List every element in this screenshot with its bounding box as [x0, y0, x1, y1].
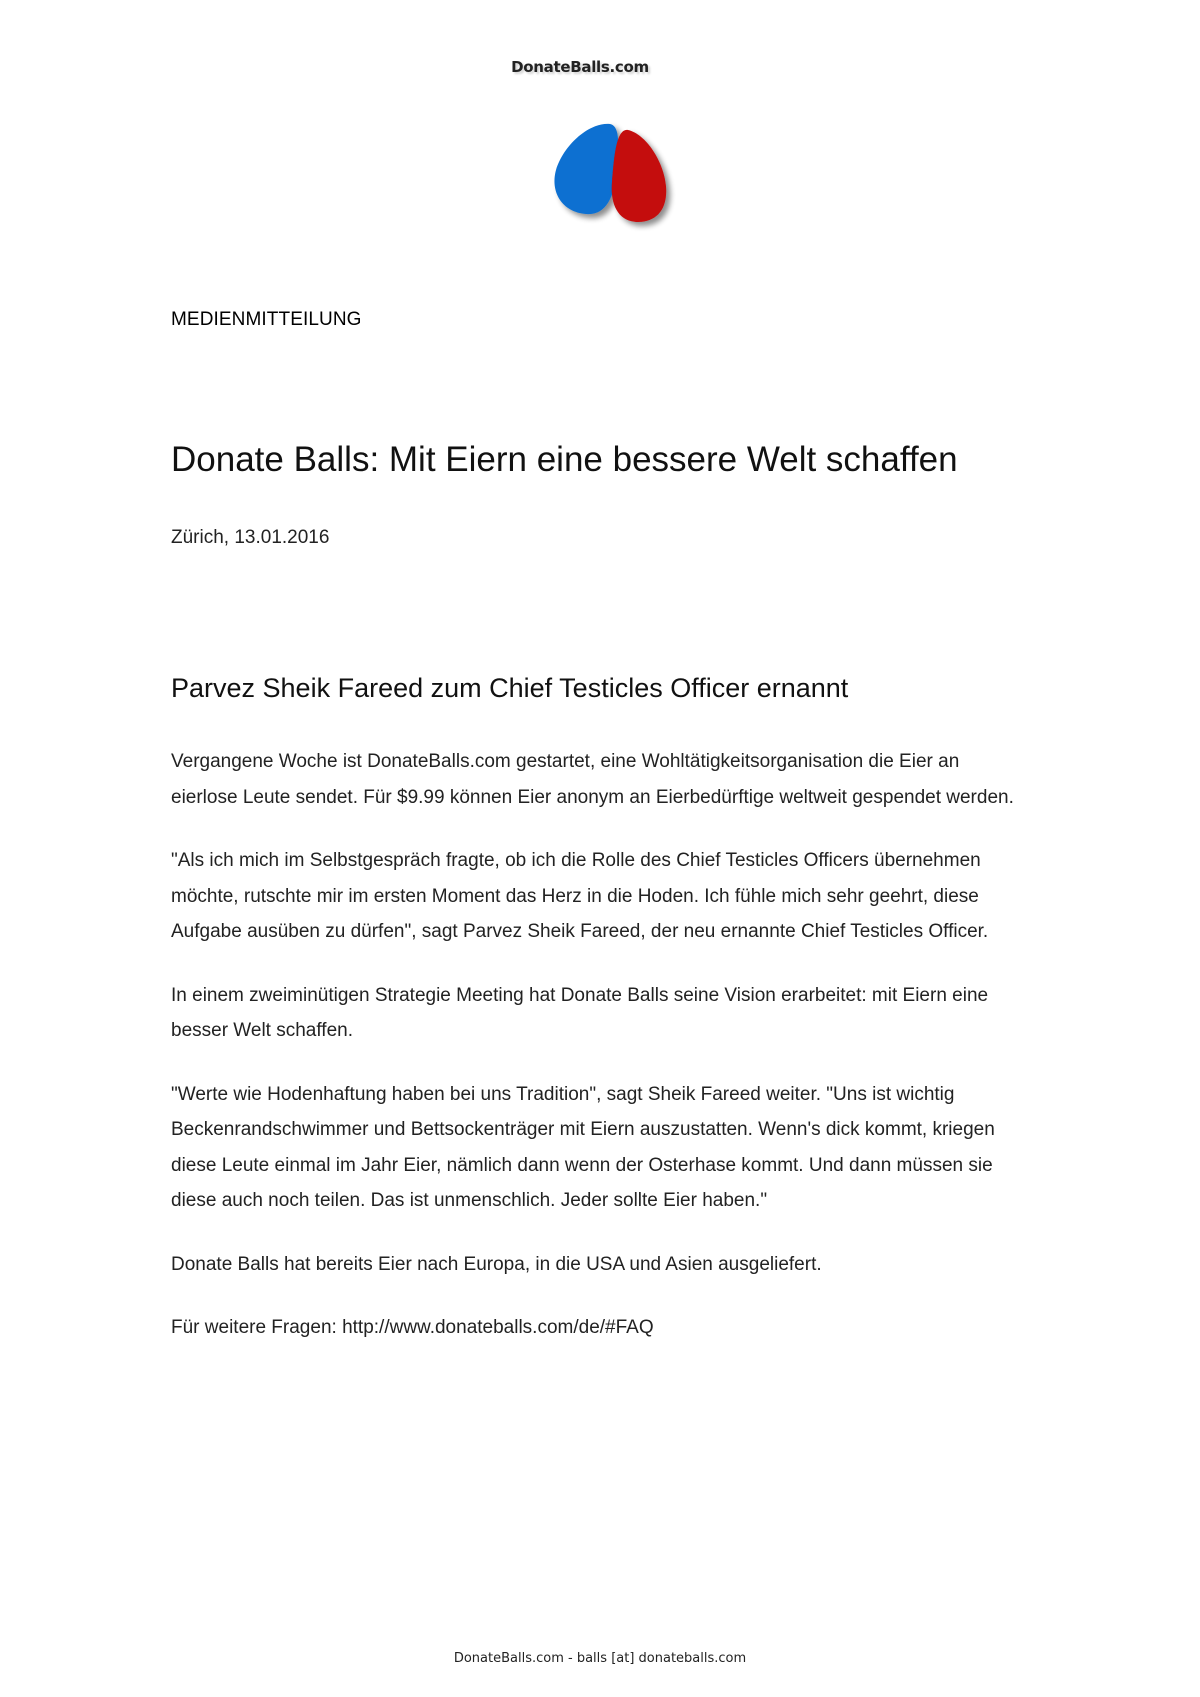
body-paragraph: Donate Balls hat bereits Eier nach Europa, in die USA und Asien ausgeliefert. — [171, 1253, 822, 1275]
red-egg-shape — [612, 130, 667, 222]
footer-contact: DonateBalls.com - balls [at] donateballs.com — [453, 1651, 747, 1666]
release-type-label: MEDIENMITTEILUNG — [171, 309, 362, 330]
dateline: Zürich, 13.01.2016 — [171, 527, 330, 548]
body-paragraph: "Werte wie Hodenhaftung haben bei uns Tradition", sagt Sheik Fareed weiter. "Uns ist wichtig Beckenrandschwimmer und Bettsockenträger mit Eiern auszustatten. Wenn's dick kommt, kriegen diese Leute einmal im Jahr Eier, nämlich dann wenn der Osterhase kommt. Und dann müssen sie diese auch noch teilen. Das ist unmenschlich. Jeder sollte Eier haben." — [171, 1083, 995, 1211]
document-subtitle: Parvez Sheik Fareed zum Chief Testicles Officer ernannt — [171, 673, 849, 703]
body-paragraph: "Als ich mich im Selbstgespräch fragte, ob ich die Rolle des Chief Testicles Officers übernehmen möchte, rutschte mir im ersten Moment das Herz in die Hoden. Ich fühle mich sehr geehrt, diese Aufgabe ausüben zu dürfen", sagt Parvez Sheik Fareed, der neu ernannte Chief Testicles Officer. — [171, 850, 989, 942]
document-body — [171, 744, 1031, 1374]
faq-paragraph: Für weitere Fragen: http://www.donateballs.com/de/#FAQ — [171, 1317, 654, 1338]
body-paragraph: In einem zweiminütigen Strategie Meeting hat Donate Balls seine Vision erarbeitet: mit Eiern eine besser Welt schaffen. — [171, 984, 989, 1041]
body-paragraph: Vergangene Woche ist DonateBalls.com gestartet, eine Wohltätigkeitsorganisation die Eier an eierlose Leute sendet. Für $9.99 können Eier anonym an Eierbedürftige weltweit gespendet werden. — [171, 751, 1014, 808]
two-eggs-logo-icon — [550, 118, 680, 233]
header-brand: DonateBalls.com — [511, 58, 649, 76]
blue-egg-shape — [554, 124, 618, 214]
document-title: Donate Balls: Mit Eiern eine bessere Welt schaffen — [171, 440, 958, 479]
